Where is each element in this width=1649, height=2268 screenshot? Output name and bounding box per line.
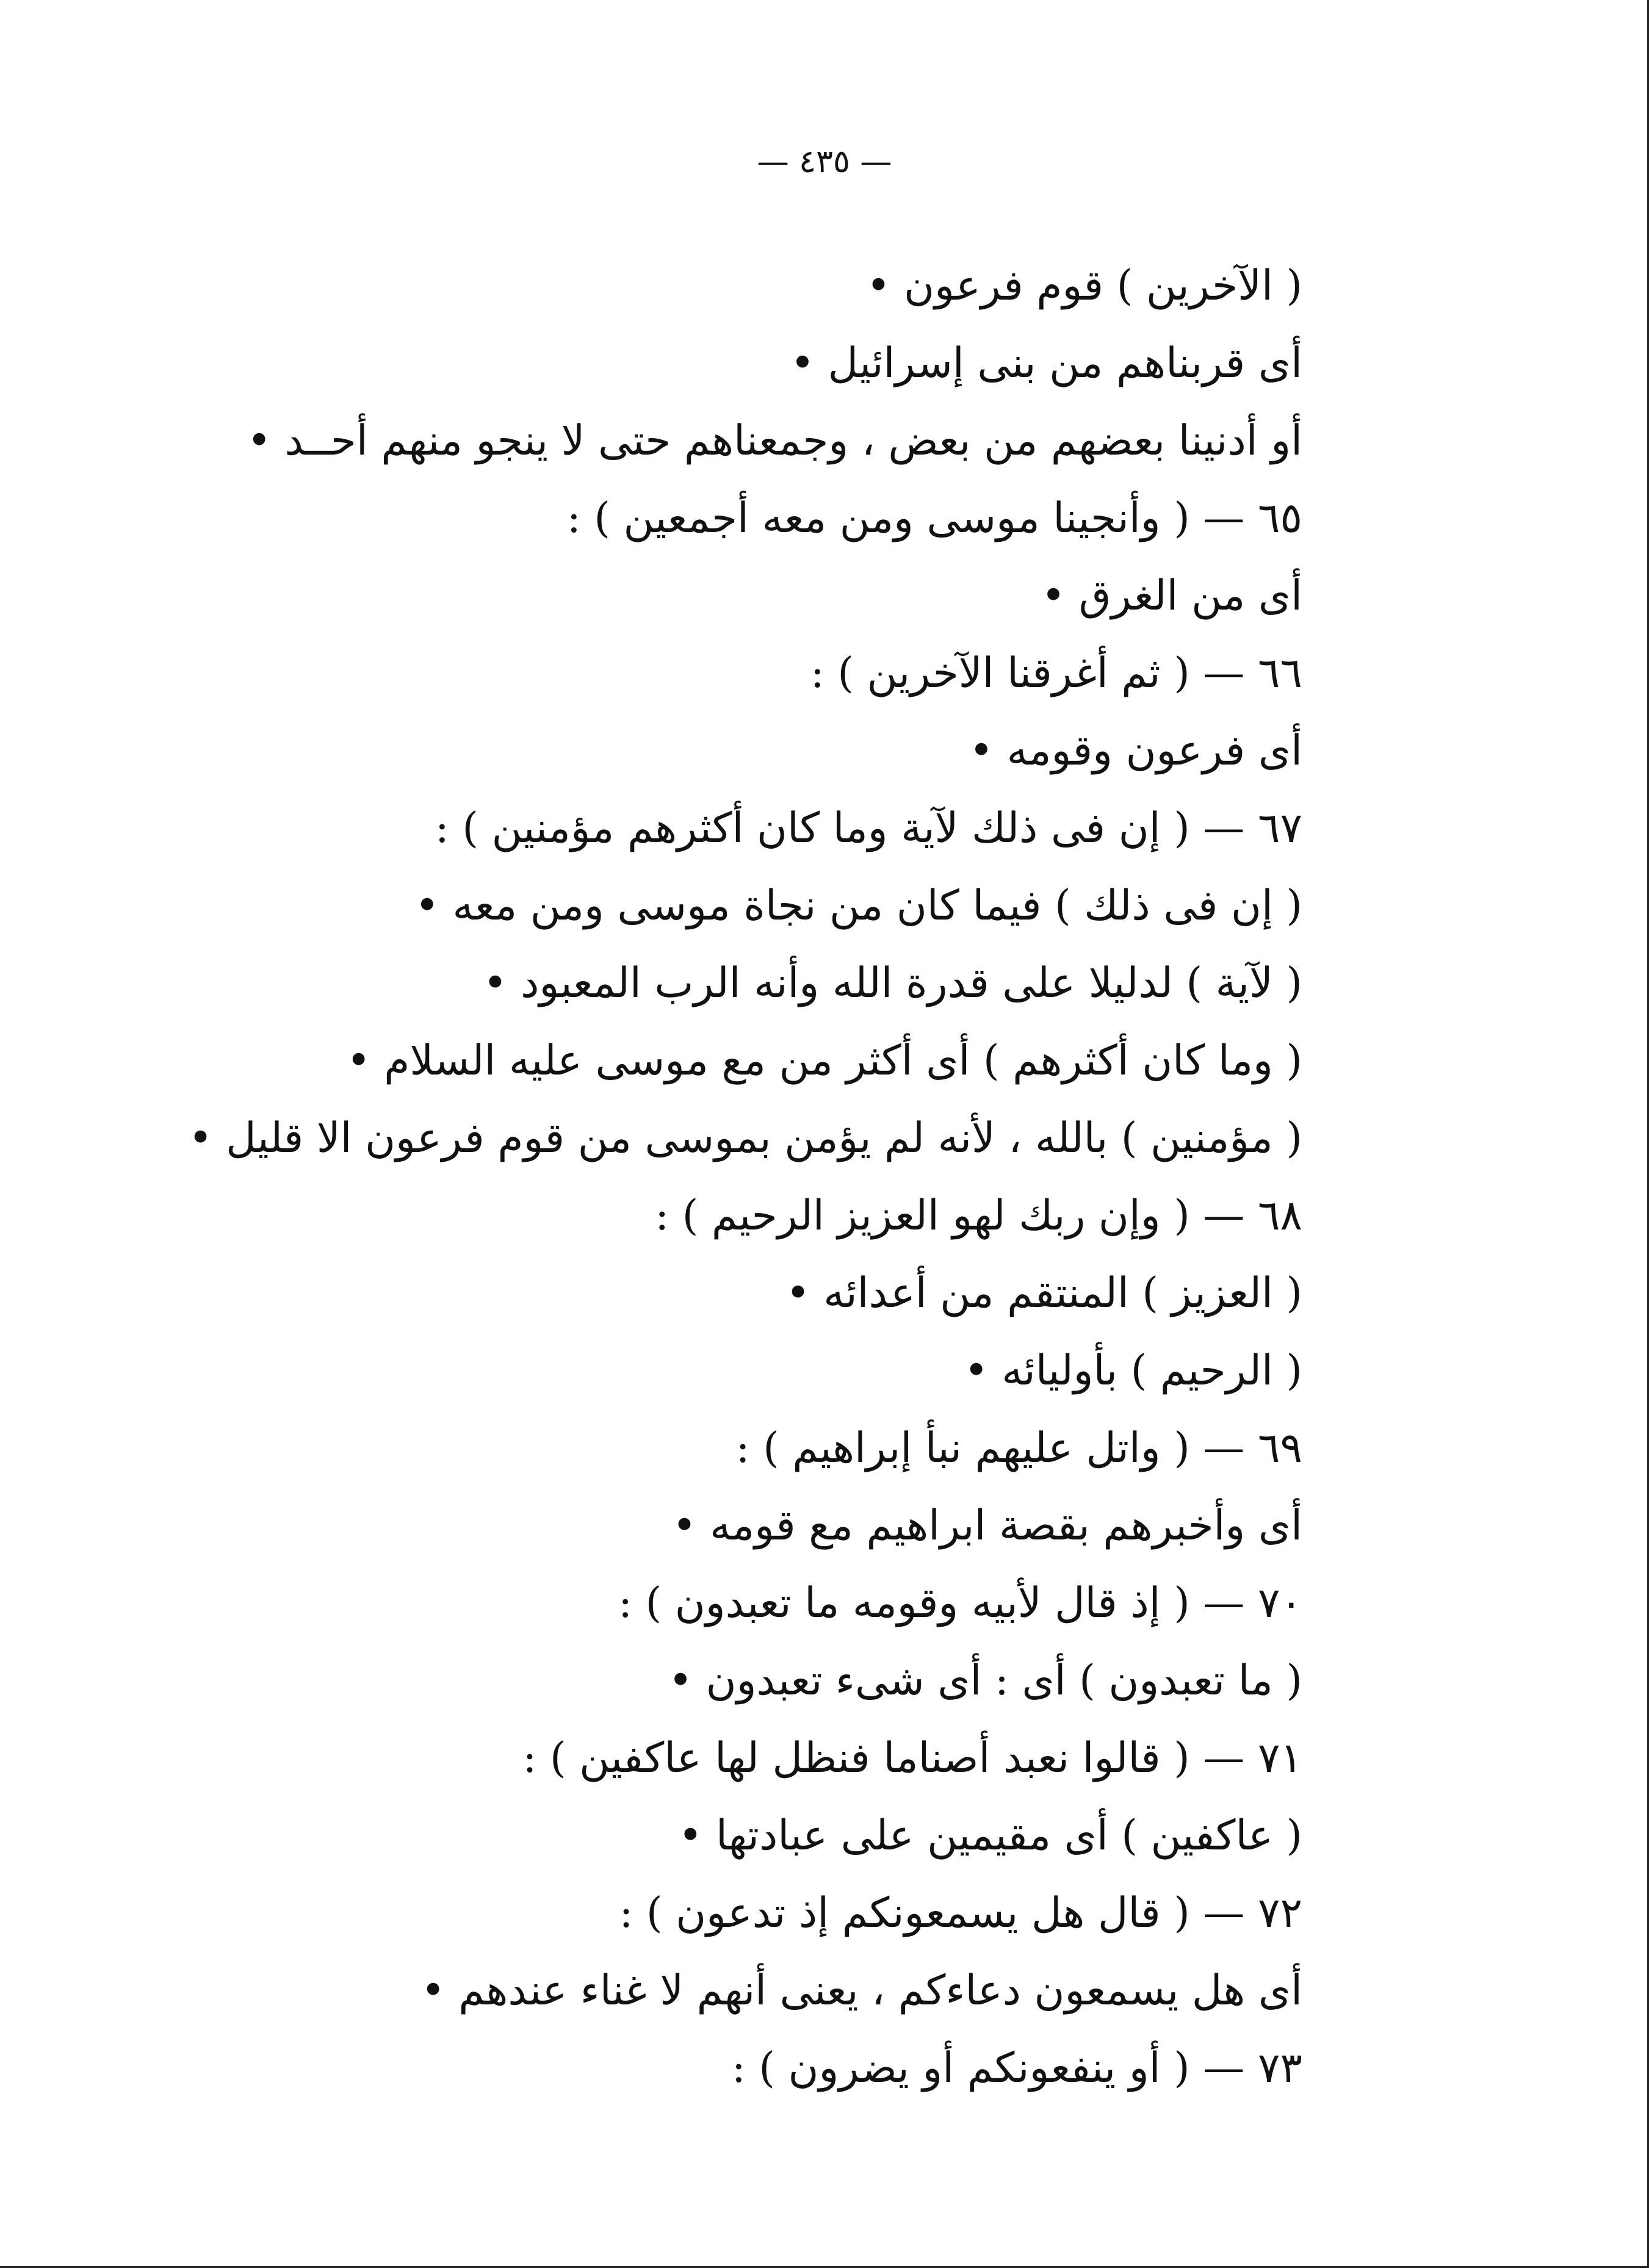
text-line: ٦٩ — ( واتل عليهم نبأ إبراهيم ) : bbox=[735, 1424, 1302, 1472]
text-line: أو أدنينا بعضهم من بعض ، وجمعناهم حتى لا ينجو منهم أحــد • bbox=[247, 417, 1302, 465]
text-line: ٧٣ — ( أو ينفعونكم أو يضرون ) : bbox=[731, 2044, 1302, 2092]
text-line: ٦٦ — ( ثم أغرقنا الآخرين ) : bbox=[810, 649, 1302, 697]
text-line: ( وما كان أكثرهم ) أى أكثر من مع موسى عليه السلام • bbox=[346, 1037, 1302, 1085]
text-line: ( الرحيم ) بأوليائه • bbox=[964, 1347, 1302, 1395]
text-line: أى من الغرق • bbox=[1041, 572, 1302, 620]
text-line: ٧٢ — ( قال هل يسمعونكم إذ تدعون ) : bbox=[619, 1889, 1302, 1937]
text-line: ٦٧ — ( إن فى ذلك لآية وما كان أكثرهم مؤمنين ) : bbox=[435, 804, 1302, 852]
text-line: أى قربناهم من بنى إسرائيل • bbox=[790, 339, 1302, 387]
text-line: أى وأخبرهم بقصة ابراهيم مع قومه • bbox=[672, 1502, 1302, 1550]
text-line: ٧١ — ( قالوا نعبد أصناما فنظل لها عاكفين ) : bbox=[522, 1734, 1302, 1782]
text-line: ٦٥ — ( وأنجينا موسى ومن معه أجمعين ) : bbox=[566, 494, 1302, 542]
text-line: أى فرعون وقومه • bbox=[969, 727, 1302, 775]
text-line: ( عاكفين ) أى مقيمين على عبادتها • bbox=[678, 1812, 1302, 1860]
text-line: ٧٠ — ( إذ قال لأبيه وقومه ما تعبدون ) : bbox=[618, 1579, 1302, 1627]
text-line: ٦٨ — ( وإن ربك لهو العزيز الرحيم ) : bbox=[655, 1192, 1302, 1240]
text-line: ( العزيز ) المنتقم من أعدائه • bbox=[785, 1269, 1302, 1317]
text-line: ( ما تعبدون ) أى : أى شىء تعبدون • bbox=[668, 1657, 1302, 1705]
text-line: أى هل يسمعون دعاءكم ، يعنى أنهم لا غناء عندهم • bbox=[420, 1967, 1302, 2015]
text-line: ( لآية ) لدليلا على قدرة الله وأنه الرب المعبود • bbox=[483, 959, 1302, 1007]
page-body bbox=[0, 247, 1302, 2107]
text-line: ( مؤمنين ) بالله ، لأنه لم يؤمن بموسى من قوم فرعون الا قليل • bbox=[188, 1114, 1302, 1162]
text-line: ( إن فى ذلك ) فيما كان من نجاة موسى ومن معه • bbox=[414, 882, 1302, 930]
page-number: — ٤٣٥ — bbox=[757, 143, 892, 180]
text-line: ( الآخرين ) قوم فرعون • bbox=[866, 262, 1302, 310]
